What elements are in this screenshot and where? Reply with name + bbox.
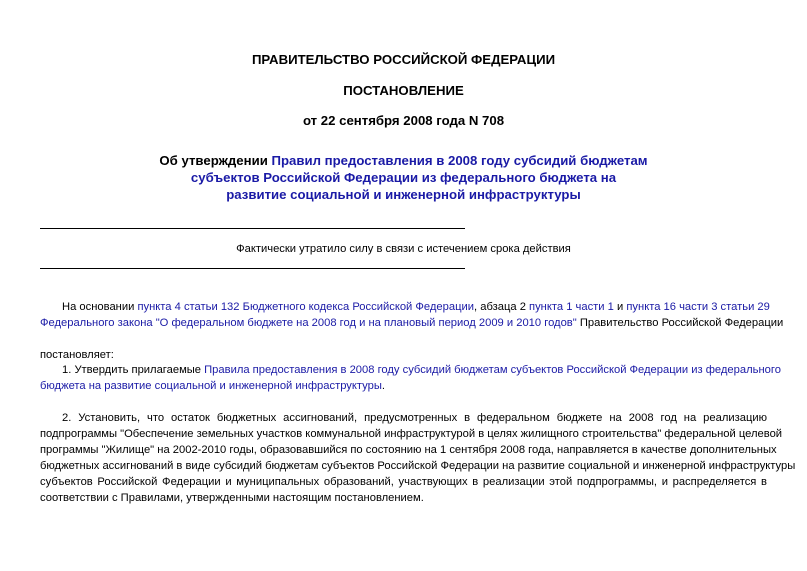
item-1-text: 1. Утвердить прилагаемые: [62, 364, 205, 376]
document-title: [0, 152, 807, 203]
resolves-label: постановляет:: [40, 349, 114, 361]
divider-top: [40, 228, 465, 229]
item-1-period: .: [381, 380, 385, 392]
title-prefix: Об утверждении: [159, 153, 272, 168]
link-rules-line2[interactable]: бюджета на развитие социальной и инженерной инфраструктуры: [40, 380, 382, 392]
link-point-16-part-3-article-29[interactable]: пункта 16 части 3 статьи 29: [626, 301, 770, 313]
item-2-line: программы "Жилище" на 2002-2010 годы, образовавшийся по состоянию на 1 сентября 2008 года, направляется в качестве дополнительных: [40, 444, 777, 456]
status-note: Фактически утратило силу в связи с истечением срока действия: [236, 243, 571, 255]
preamble-text-4: Правительство Российской Федерации: [576, 317, 784, 329]
item-2-line: бюджетных ассигнований в виде субсидий бюджетам субъектов Российской Федерации на развитие социальной и инженерной инфраструктуры: [40, 460, 796, 472]
link-budget-code-article-132[interactable]: пункта 4 статьи 132 Бюджетного кодекса Российской Федерации: [137, 301, 474, 313]
item-1-paragraph: [40, 362, 781, 394]
link-federal-budget-law[interactable]: Федерального закона "О федеральном бюджете на 2008 год и на плановый период 2009 и 2010 годов": [40, 317, 577, 329]
title-link-line2[interactable]: субъектов Российской Федерации из федерального бюджета на: [190, 170, 617, 185]
title-link-line1[interactable]: Правил предоставления в 2008 году субсидий бюджетам: [271, 153, 648, 168]
document-date-number: от 22 сентября 2008 года N 708: [302, 113, 505, 128]
item-2-line: субъектов Российской Федерации и муниципальных образований, участвующих в реализации этой подпрограммы, и распределяется в: [40, 476, 767, 488]
item-2-line: подпрограммы "Обеспечение земельных участков коммунальной инфраструктурой в целях жилищного строительства" федеральной целевой: [40, 428, 783, 440]
link-point-1-part-1[interactable]: пункта 1 части 1: [529, 301, 614, 313]
title-link-line3[interactable]: развитие социальной и инженерной инфраструктуры: [226, 187, 581, 202]
preamble-text-2: , абзаца 2: [474, 301, 530, 313]
item-2-line: соответствии с Правилами, утвержденными настоящим постановлением.: [40, 492, 424, 504]
preamble-text-3: и: [613, 301, 627, 313]
preamble-text-1: На основании: [62, 301, 138, 313]
document-type: ПОСТАНОВЛЕНИЕ: [343, 83, 464, 98]
preamble-paragraph: [40, 299, 784, 331]
item-2-paragraph: [40, 410, 796, 506]
divider-bottom: [40, 268, 465, 269]
link-rules-line1[interactable]: Правила предоставления в 2008 году субсидий бюджетам субъектов Российской Федерации из федерального: [204, 364, 781, 376]
item-2-line: 2. Установить, что остаток бюджетных ассигнований, предусмотренных в федеральном бюджете на 2008 год на реализацию: [62, 412, 767, 424]
government-name: ПРАВИТЕЛЬСТВО РОССИЙСКОЙ ФЕДЕРАЦИИ: [251, 52, 556, 67]
